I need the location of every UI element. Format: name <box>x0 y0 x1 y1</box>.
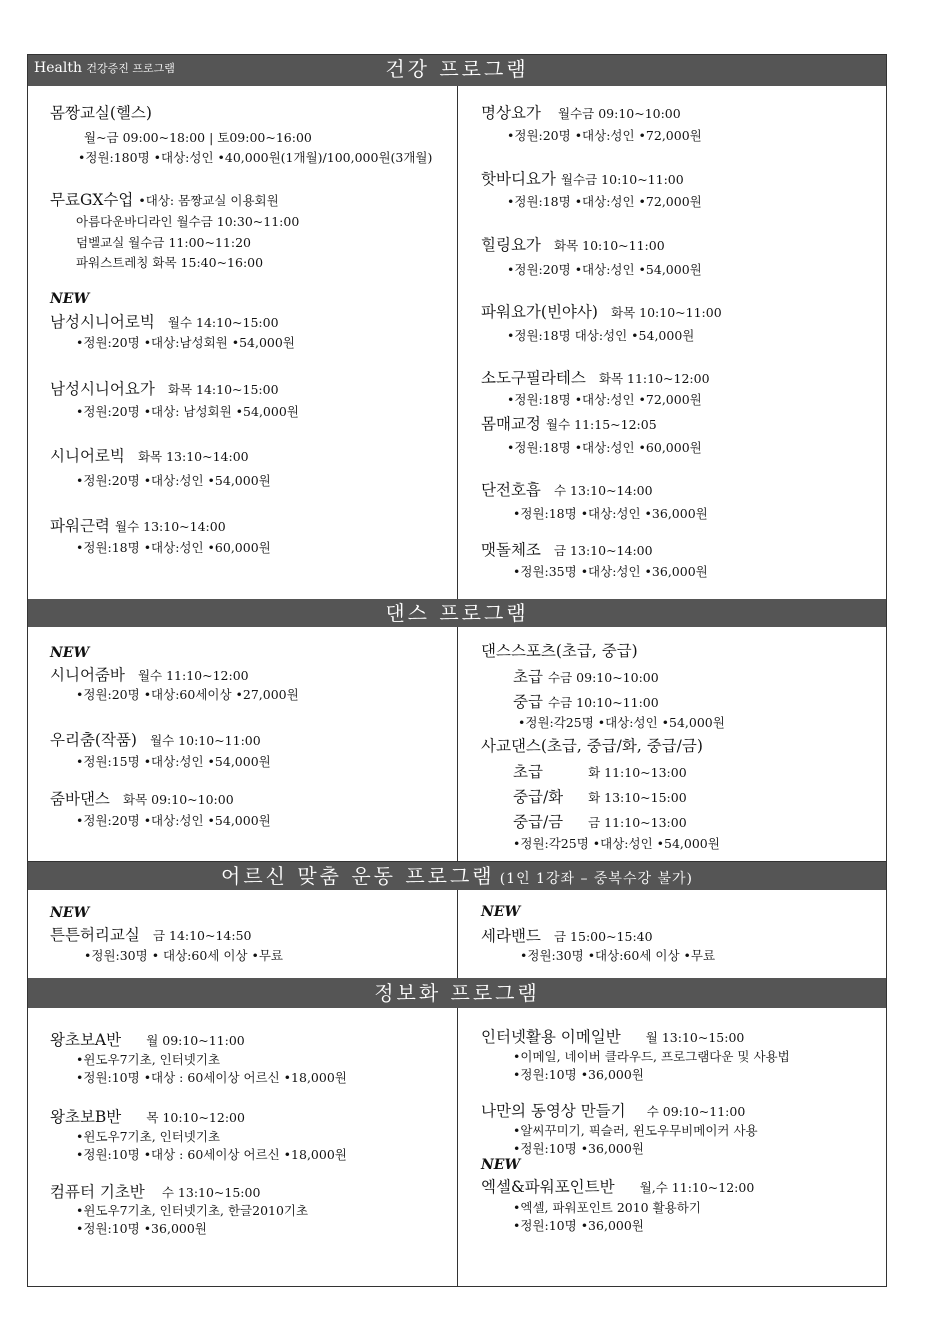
millstone-title: 맷돌체조 <box>481 541 541 559</box>
beginner-a-line-2: •정원:10명 •대상 : 60세이상 어르신 •18,000원 <box>76 1070 347 1085</box>
new-badge: NEW <box>50 291 90 307</box>
social-dance-level-1 <box>513 760 687 782</box>
power-yoga-time: 화목 10:10~11:00 <box>611 305 722 320</box>
senior-zumba-heading <box>50 663 249 685</box>
power-title: 파워근력 <box>50 517 110 535</box>
internet-time: 월 13:10~15:00 <box>645 1030 745 1045</box>
breathing-detail: •정원:18명 •대상:성인 •36,000원 <box>513 506 708 521</box>
dancesport-level-2 <box>513 690 659 712</box>
power-detail: •정원:18명 •대상:성인 •60,000원 <box>76 540 271 555</box>
zumba-detail: •정원:20명 •대상:성인 •54,000원 <box>76 813 271 828</box>
beginner-b-heading <box>50 1105 245 1127</box>
elder-section-header <box>28 862 886 890</box>
band-heading <box>481 924 653 946</box>
social-dance-level-2-name: 중급/화 <box>513 788 564 806</box>
breathing-time: 수 13:10~14:00 <box>554 483 653 498</box>
program-sheet <box>27 54 887 1287</box>
elder-section-title: 어르신 맞춤 운동 프로그램 <box>221 864 495 888</box>
video-title: 나만의 동영상 만들기 <box>481 1102 626 1120</box>
senior-zumba-time: 월수 11:10~12:00 <box>137 668 249 683</box>
senior-aerobic-detail: •정원:20명 •대상:성인 •54,000원 <box>76 473 271 488</box>
zumba-title: 줌바댄스 <box>50 790 110 808</box>
zumba-heading <box>50 787 234 809</box>
beginner-a-title: 왕초보A반 <box>50 1031 122 1049</box>
social-dance-detail: •정원:각25명 •대상:성인 •54,000원 <box>513 836 720 851</box>
dancesport-level-2-time: 수금 10:10~11:00 <box>548 695 659 710</box>
dancesport-title: 댄스스포츠(초급, 중급) <box>481 642 638 660</box>
dancesport-level-2-name: 중급 <box>513 693 543 711</box>
computer-basics-heading <box>50 1180 260 1202</box>
beginner-b-time: 목 10:10~12:00 <box>146 1110 245 1125</box>
body-shape-heading <box>481 412 657 434</box>
video-line-2: •정원:10명 •36,000원 <box>513 1141 644 1156</box>
health-section-header <box>28 55 886 86</box>
dancesport-level-1-name: 초급 <box>513 668 543 686</box>
social-dance-title: 사교댄스(초급, 중급/화, 중급/금) <box>481 737 703 755</box>
yoga-men-time: 화목 14:10~15:00 <box>167 382 279 397</box>
gx-target: •대상: 몸짱교실 이용회원 <box>138 193 279 208</box>
healing-title: 힐링요가 <box>481 236 541 254</box>
social-dance-level-2-time: 화 13:10~15:00 <box>588 790 687 805</box>
social-dance-level-3-name: 중급/금 <box>513 813 564 831</box>
yoga-men-title: 남성시니어요가 <box>50 380 155 398</box>
column-divider <box>457 890 458 978</box>
column-divider <box>457 86 458 599</box>
healing-heading <box>481 233 665 255</box>
new-badge: NEW <box>50 905 90 921</box>
meditation-detail: •정원:20명 •대상:성인 •72,000원 <box>507 128 702 143</box>
breathing-heading <box>481 478 653 500</box>
dance-section-title: 댄스 프로그램 <box>385 601 529 625</box>
power-yoga-detail: •정원:18명 대상:성인 •54,000원 <box>507 328 695 343</box>
excel-line-1: •엑셀, 파워포인트 2010 활용하기 <box>513 1200 701 1215</box>
millstone-time: 금 13:10~14:00 <box>554 543 653 558</box>
hot-body-title: 핫바디요가 <box>481 170 556 188</box>
senior-zumba-detail: •정원:20명 •대상:60세이상 •27,000원 <box>76 687 299 702</box>
power-yoga-heading <box>481 300 722 322</box>
internet-line-2: •정원:10명 •36,000원 <box>513 1067 644 1082</box>
power-time: 월수 13:10~14:00 <box>115 519 226 534</box>
social-dance-level-1-time: 화 11:10~13:00 <box>588 765 687 780</box>
woori-dance-heading <box>50 728 261 750</box>
healing-time: 화목 10:10~11:00 <box>554 238 665 253</box>
band-title: 세라밴드 <box>481 927 541 945</box>
computer-basics-title: 컴퓨터 기초반 <box>50 1183 145 1201</box>
pilates-title: 소도구필라테스 <box>481 369 586 387</box>
gym-detail: •정원:180명 •대상:성인 •40,000원(1개월)/100,000원(3개월) <box>78 150 433 165</box>
beginner-a-time: 월 09:10~11:00 <box>146 1033 245 1048</box>
video-heading <box>481 1099 745 1121</box>
aerobic-title: 남성시니어로빅 <box>50 313 155 331</box>
excel-line-2: •정원:10명 •36,000원 <box>513 1218 644 1233</box>
meditation-title: 명상요가 <box>481 104 541 122</box>
pilates-heading <box>481 366 710 388</box>
body-shape-title: 몸매교정 <box>481 415 541 433</box>
new-badge: NEW <box>481 1157 521 1173</box>
power-heading <box>50 514 226 536</box>
aerobic-time: 월수 14:10~15:00 <box>167 315 279 330</box>
column-divider <box>457 1008 458 1287</box>
yoga-men-heading <box>50 377 279 399</box>
gx-title: 무료GX수업 <box>50 191 134 209</box>
gx-heading <box>50 188 279 210</box>
aerobic-heading <box>50 310 279 332</box>
gx-line-2: 덤벨교실 월수금 11:00~11:20 <box>76 235 251 250</box>
aerobic-detail: •정원:20명 •대상:남성회원 •54,000원 <box>76 335 295 350</box>
computer-basics-line-2: •정원:10명 •36,000원 <box>76 1221 207 1236</box>
pilates-time: 화목 11:10~12:00 <box>598 371 710 386</box>
dance-section-header <box>28 599 886 627</box>
internet-title: 인터넷활용 이메일반 <box>481 1028 621 1046</box>
computer-basics-time: 수 13:10~15:00 <box>161 1185 261 1200</box>
senior-aerobic-heading <box>50 444 249 466</box>
millstone-heading <box>481 538 653 560</box>
social-dance-level-3-time: 금 11:10~13:00 <box>588 815 687 830</box>
beginner-b-title: 왕초보B반 <box>50 1108 122 1126</box>
healing-detail: •정원:20명 •대상:성인 •54,000원 <box>507 262 702 277</box>
gym-time: 월~금 09:00~18:00 | 토09:00~16:00 <box>84 130 312 145</box>
body-shape-detail: •정원:18명 •대상:성인 •60,000원 <box>507 440 702 455</box>
meditation-heading <box>481 101 681 123</box>
woori-dance-detail: •정원:15명 •대상:성인 •54,000원 <box>76 754 271 769</box>
gx-line-3: 파워스트레칭 화목 15:40~16:00 <box>76 255 264 270</box>
video-time: 수 09:10~11:00 <box>646 1104 746 1119</box>
waist-detail: •정원:30명 • 대상:60세 이상 •무료 <box>84 948 283 963</box>
pilates-detail: •정원:18명 •대상:성인 •72,000원 <box>507 392 702 407</box>
internet-heading <box>481 1025 744 1047</box>
column-divider <box>457 627 458 861</box>
health-tag-en: Health <box>34 60 82 76</box>
waist-time: 금 14:10~14:50 <box>152 928 252 943</box>
band-detail: •정원:30명 •대상:60세 이상 •무료 <box>520 948 716 963</box>
elder-section-subtitle: (1인 1강좌 – 중복수강 불가) <box>499 871 693 887</box>
info-section-header <box>28 978 886 1008</box>
millstone-detail: •정원:35명 •대상:성인 •36,000원 <box>513 564 708 579</box>
senior-zumba-title: 시니어줌바 <box>50 666 125 684</box>
beginner-a-heading <box>50 1028 245 1050</box>
dancesport-level-1-time: 수금 09:10~10:00 <box>548 670 659 685</box>
beginner-b-line-2: •정원:10명 •대상 : 60세이상 어르신 •18,000원 <box>76 1147 347 1162</box>
senior-aerobic-title: 시니어로빅 <box>50 447 125 465</box>
gx-line-1: 아름다운바디라인 월수금 10:30~11:00 <box>76 214 300 229</box>
hot-body-detail: •정원:18명 •대상:성인 •72,000원 <box>507 194 702 209</box>
beginner-a-line-1: •윈도우7기초, 인터넷기초 <box>76 1052 221 1067</box>
waist-heading <box>50 923 252 945</box>
social-dance-level-3 <box>513 810 687 832</box>
info-section-title: 정보화 프로그램 <box>374 981 540 1005</box>
social-dance-level-1-name: 초급 <box>513 763 543 781</box>
gym-title: 몸짱교실(헬스) <box>50 104 152 122</box>
new-badge: NEW <box>50 645 90 661</box>
body-shape-time: 월수 11:15~12:05 <box>546 417 657 432</box>
internet-line-1: •이메일, 네이버 클라우드, 프로그램다운 및 사용법 <box>513 1049 790 1064</box>
health-tag <box>34 60 175 76</box>
meditation-time: 월수금 09:10~10:00 <box>558 106 681 121</box>
power-yoga-title: 파워요가(빈야사) <box>481 303 598 321</box>
dancesport-level-1 <box>513 665 659 687</box>
band-time: 금 15:00~15:40 <box>554 929 653 944</box>
excel-heading <box>481 1175 754 1197</box>
yoga-men-detail: •정원:20명 •대상: 남성회원 •54,000원 <box>76 404 299 419</box>
breathing-title: 단전호흡 <box>481 481 541 499</box>
health-tag-ko: 건강증진 프로그램 <box>86 62 175 75</box>
health-section-title: 건강 프로그램 <box>385 57 529 81</box>
excel-title: 엑셀&파워포인트반 <box>481 1178 615 1196</box>
dancesport-detail: •정원:각25명 •대상:성인 •54,000원 <box>518 715 725 730</box>
hot-body-heading <box>481 167 684 189</box>
social-dance-level-2 <box>513 785 687 807</box>
waist-title: 튼튼허리교실 <box>50 926 140 944</box>
woori-dance-title: 우리춤(작품) <box>50 731 137 749</box>
new-badge: NEW <box>481 904 521 920</box>
woori-dance-time: 월수 10:10~11:00 <box>150 733 261 748</box>
zumba-time: 화목 09:10~10:00 <box>123 792 234 807</box>
beginner-b-line-1: •윈도우7기초, 인터넷기초 <box>76 1129 221 1144</box>
excel-time: 월,수 11:10~12:00 <box>639 1180 755 1195</box>
computer-basics-line-1: •윈도우7기초, 인터넷기초, 한글2010기초 <box>76 1203 309 1218</box>
senior-aerobic-time: 화목 13:10~14:00 <box>137 449 249 464</box>
hot-body-time: 월수금 10:10~11:00 <box>560 172 684 187</box>
video-line-1: •알씨꾸미기, 픽슬러, 윈도우무비메이커 사용 <box>513 1123 758 1138</box>
